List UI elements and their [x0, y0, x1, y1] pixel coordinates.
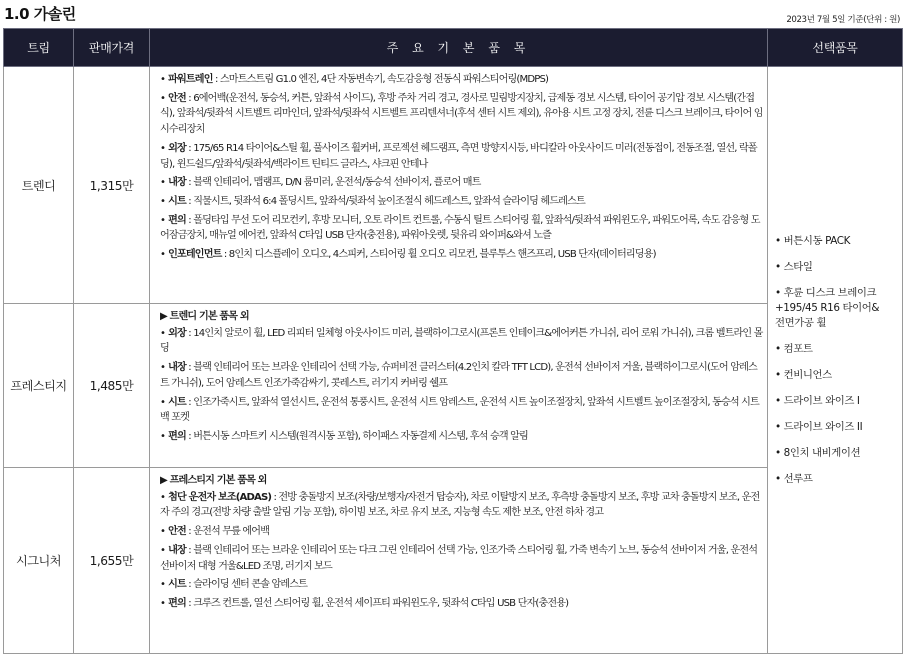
trim-name: 프레스티지 [4, 304, 74, 468]
trim-price: 1,655만 [74, 468, 150, 654]
trim-price: 1,315만 [74, 67, 150, 304]
feature-category: 안전 [168, 526, 186, 538]
feature-detail: : 운전석 무릎 에어백 [185, 526, 270, 538]
feature-detail: : 인조가죽시트, 앞좌석 열선시트, 운전석 통풍시트, 운전석 시트 암레스트, 운전석 시트 높이조절장치, 앞좌석 시트벨트 높이조절장치, 동승석 시트백 포켓 [160, 396, 759, 424]
bullet-icon: • [160, 544, 166, 556]
feature-category: 내장 [168, 362, 186, 374]
bullet-icon: • [160, 74, 166, 85]
feature-detail: : 175/65 R14 타이어&스틸 휠, 풀사이즈 휠커버, 프로젝션 헤드램프, 측면 방향지시등, 바디칼라 아웃사이드 미러(전동접이, 전동조절, 열선, 락폴딩), 윈드쉴드/앞좌석/뒷좌석/백라이트 틴티드 글라스, 샤크핀 안테나 [160, 142, 757, 170]
option-item: • 스타일 [775, 260, 813, 273]
features-cell [150, 468, 768, 654]
feature-detail: : 블랙 인테리어 또는 브라운 인테리어 또는 다크 그린 인테리어 선택 가능, 인조가죽 스티어링 휠, 가죽 변속기 노브, 동승석 선바이저 거울, 운전석 선바이저 대형 거울&LED 조명, 러기지 보드 [160, 544, 758, 572]
table-header-row [4, 29, 903, 67]
option-item: • 컴포트 [775, 342, 813, 355]
feature-detail: : 블랙 인테리어 또는 브라운 인테리어 선택 가능, 슈퍼비전 클러스터(4.2인치 칼라 TFT LCD), 운전석 선바이저 거울, 블랙하이그로시(도어 암레스트 가니쉬), 도어 암레스트 인조가죽감싸기, 콧레스트, 러기지 커버링 쉘프 [160, 362, 757, 389]
feature-category: 파워트레인 [168, 74, 213, 85]
trim-name: 트렌디 [4, 67, 74, 304]
feature-detail: : 크루즈 컨트롤, 열선 스티어링 휠, 운전석 세이프티 파워윈도우, 뒷좌석 C타입 USB 단자(충전용) [185, 597, 569, 609]
feature-category: 안전 [168, 92, 186, 104]
feature-detail: : 스마트스트림 G1.0 엔진, 4단 자동변속기, 속도감응형 전동식 파워스티어링(MDPS) [212, 74, 549, 85]
features-cell [150, 304, 768, 468]
feature-detail: : 슬라이딩 센터 콘솔 암레스트 [185, 579, 308, 591]
feature-item [160, 360, 763, 391]
feature-item [160, 194, 763, 210]
bullet-icon: • [160, 177, 166, 189]
feature-detail: : 버튼시동 스마트키 시스템(원격시동 포함), 하이패스 자동결제 시스템, 후석 승객 알림 [185, 430, 528, 442]
feature-category: 첨단 운전자 보조(ADAS) [168, 491, 272, 503]
features-cell [150, 67, 768, 304]
bullet-icon: • [160, 362, 166, 374]
feature-item [160, 395, 763, 426]
feature-detail: : 블랙 인테리어, 맵램프, D/N 룸미러, 운전석/동승석 선바이저, 플로어 매트 [185, 177, 481, 189]
feature-category: 편의 [168, 597, 186, 609]
table-row-trendy [4, 67, 903, 304]
feature-detail: : 6에어백(운전석, 동승석, 커튼, 앞좌석 사이드), 후방 주차 거리 경고, 경사로 밀림방지장치, 급제동 경보 시스템, 타이어 공기압 경보 시스템(간접식), 앞좌석/뒷좌석 시트벨트 리마인더, 앞좌석/뒷좌석 시트벨트 프리텐셔너(후석 센터 시트 제외), 유아용 시트 고정 장치, 전륜 디스크 브레이크, 타이어 임시수리장치 [160, 92, 763, 136]
option-item: • 버튼시동 PACK [775, 234, 851, 247]
bullet-icon: • [160, 579, 166, 591]
base-trim-note: ▶ 트렌디 기본 품목 외 [160, 311, 249, 322]
feature-item [160, 577, 763, 593]
feature-category: 외장 [168, 142, 186, 154]
feature-item [160, 596, 763, 612]
option-item: • 드라이브 와이즈 II [775, 420, 863, 433]
options-cell [768, 67, 903, 654]
feature-item [160, 429, 763, 445]
feature-detail: : 8인치 디스플레이 오디오, 4스피커, 스티어링 휠 오디오 리모컨, 블루투스 핸즈프리, USB 단자(데이터리딩용) [221, 249, 656, 261]
option-item: • 드라이브 와이즈 I [775, 394, 860, 407]
trim-price: 1,485만 [74, 304, 150, 468]
bullet-icon: • [160, 327, 166, 339]
bullet-icon: • [160, 526, 166, 538]
price-table [3, 28, 903, 654]
bullet-icon: • [160, 491, 166, 503]
bullet-icon: • [160, 92, 166, 104]
feature-item [160, 326, 763, 357]
trim-column-header: 트림 [4, 29, 74, 67]
feature-category: 내장 [168, 544, 186, 556]
feature-item [160, 490, 763, 521]
option-item: • 컨비니언스 [775, 368, 832, 381]
trim-name: 시그니처 [4, 468, 74, 654]
features-column-header: 주 요 기 본 품 목 [150, 29, 768, 67]
feature-item [160, 175, 763, 191]
feature-item [160, 213, 763, 244]
bullet-icon: • [160, 430, 166, 442]
bullet-icon: • [160, 597, 166, 609]
bullet-icon: • [160, 249, 166, 261]
feature-detail: : 전방 충돌방지 보조(차량/보행자/자전거 탑승자), 차로 이탈방지 보조, 후측방 충돌방지 보조, 후방 교차 충돌방지 보조, 운전자 주의 경고(전방 차량 출발 알림 기능 포함), 하이빔 보조, 차로 유지 보조, 지능형 속도 제한 보조, 안전 하차 경고 [160, 491, 760, 519]
feature-category: 시트 [168, 396, 186, 408]
option-item: • 후륜 디스크 브레이크 +195/45 R16 타이어& 전면가공 휠 [775, 286, 880, 329]
feature-detail: : 직물시트, 뒷좌석 6:4 폴딩시트, 앞좌석/뒷좌석 높이조절식 헤드레스트, 앞좌석 슬라이딩 헤드레스트 [185, 195, 585, 207]
feature-detail: : 14인치 알로이 휠, LED 리피터 일체형 아웃사이드 미러, 블랙하이그로시(프론트 인테이크&에어커튼 가니쉬, 리어 로워 가니쉬), 크롬 벨트라인 몰딩 [160, 327, 763, 355]
feature-item [160, 247, 763, 263]
bullet-icon: • [160, 396, 166, 408]
feature-category: 편의 [168, 430, 186, 442]
feature-item [160, 91, 763, 138]
feature-item [160, 524, 763, 540]
bullet-icon: • [160, 214, 166, 226]
feature-category: 인포테인먼트 [168, 249, 222, 261]
feature-detail: : 폴딩타입 무선 도어 리모컨키, 후방 모니터, 오토 라이트 컨트롤, 수동식 틸트 스티어링 휠, 앞좌석/뒷좌석 파워윈도우, 파워도어록, 속도 감응형 도어잠금장치, 매뉴얼 에어컨, 앞좌석 C타입 USB 단자(충전용), 파워아웃렛, 뒷유리 와이퍼&와셔 노즐 [160, 214, 760, 242]
feature-item [160, 543, 763, 574]
feature-item [160, 72, 763, 88]
bullet-icon: • [160, 195, 166, 207]
feature-category: 외장 [168, 327, 186, 339]
page-title: 1.0 가솔린 [4, 5, 76, 23]
feature-category: 편의 [168, 214, 186, 226]
feature-item [160, 141, 763, 172]
option-item: • 선루프 [775, 472, 813, 485]
feature-category: 시트 [168, 579, 186, 591]
base-trim-note: ▶ 프레스티지 기본 품목 외 [160, 475, 267, 486]
option-item: • 8인치 내비게이션 [775, 446, 861, 459]
options-column-header: 선택품목 [768, 29, 903, 67]
price-basis-note: 2023년 7월 5일 기준(단위 : 원) [786, 15, 900, 25]
feature-category: 시트 [168, 195, 186, 207]
feature-category: 내장 [168, 177, 186, 189]
bullet-icon: • [160, 142, 166, 154]
price-column-header: 판매가격 [74, 29, 150, 67]
